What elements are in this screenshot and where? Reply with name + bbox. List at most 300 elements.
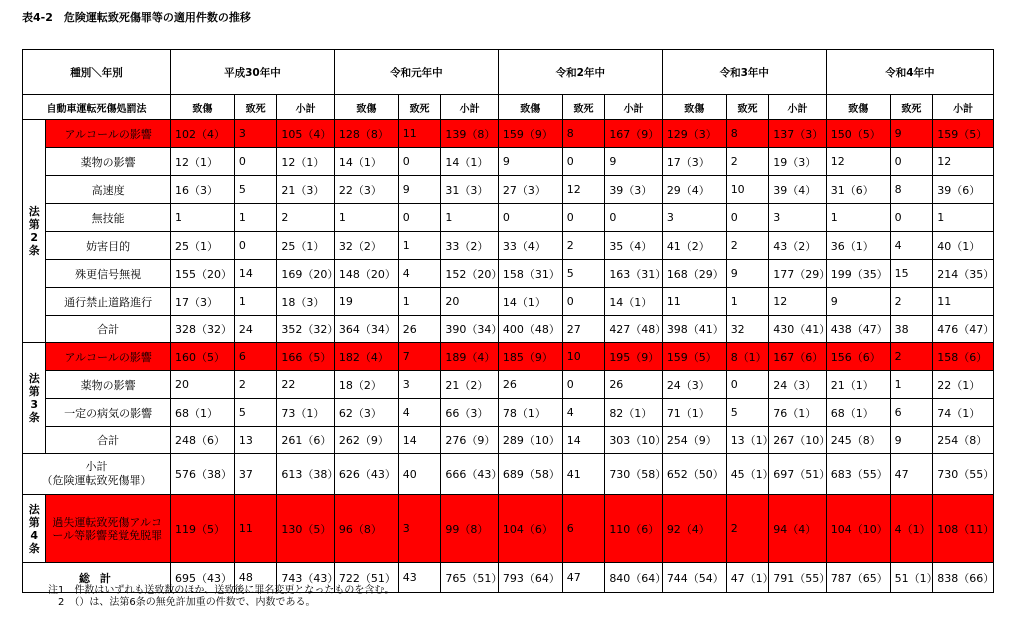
data-cell: 11: [662, 288, 726, 316]
data-cell: 4: [890, 232, 933, 260]
data-cell: 6: [234, 343, 277, 371]
data-cell: 12: [826, 148, 890, 176]
statistics-table: [22, 49, 994, 593]
data-cell: 9: [498, 148, 562, 176]
data-cell: 6: [562, 495, 605, 563]
data-cell: 364（34）: [334, 316, 398, 343]
data-cell: 11: [234, 495, 277, 563]
data-cell: 1: [726, 288, 769, 316]
data-cell: 267（10）: [769, 427, 827, 454]
data-cell: 666（43）: [441, 454, 499, 495]
data-cell: 576（38）: [170, 454, 234, 495]
data-cell: 430（41）: [769, 316, 827, 343]
data-cell: 5: [234, 176, 277, 204]
data-cell: 262（9）: [334, 427, 398, 454]
data-cell: 47: [890, 454, 933, 495]
data-cell: 9: [826, 288, 890, 316]
data-cell: 2: [726, 232, 769, 260]
data-cell: 1: [398, 232, 441, 260]
data-cell: 0: [726, 371, 769, 399]
year-header: 平成30年中: [170, 50, 334, 95]
data-cell: 0: [234, 148, 277, 176]
article-label-char: 法: [28, 372, 40, 385]
data-cell: 128（8）: [334, 120, 398, 148]
article-label-char: 3: [30, 398, 39, 411]
table-row: [23, 288, 994, 316]
header-row-subcols: [23, 95, 994, 120]
subcol-header: 致傷: [662, 95, 726, 120]
subcol-header: 致死: [890, 95, 933, 120]
data-cell: 108（11）: [933, 495, 994, 563]
data-cell: 102（4）: [170, 120, 234, 148]
data-cell: 276（9）: [441, 427, 499, 454]
article-label-char: 第: [28, 218, 40, 231]
data-cell: 8（1）: [726, 343, 769, 371]
data-cell: 0: [726, 204, 769, 232]
data-cell: 18（2）: [334, 371, 398, 399]
data-cell: 9: [726, 260, 769, 288]
data-cell: 27: [562, 316, 605, 343]
data-cell: 14（1）: [334, 148, 398, 176]
table-row: [23, 204, 994, 232]
corner-header: 種別＼年別: [23, 50, 171, 95]
data-cell: 4: [398, 260, 441, 288]
data-cell: 92（4）: [662, 495, 726, 563]
data-cell: 24（3）: [769, 371, 827, 399]
data-cell: 96（8）: [334, 495, 398, 563]
data-cell: 48: [234, 563, 277, 593]
row-label: 合計: [46, 427, 171, 454]
header-row-years: [23, 50, 994, 95]
row-label: 通行禁止道路進行: [46, 288, 171, 316]
article-label: [23, 343, 46, 454]
row-label: 薬物の影響: [46, 148, 171, 176]
year-header: 令和4年中: [826, 50, 993, 95]
data-cell: 47: [562, 563, 605, 593]
data-cell: 1: [234, 288, 277, 316]
data-cell: 104（6）: [498, 495, 562, 563]
data-cell: 33（4）: [498, 232, 562, 260]
grand-total-label: 総 計: [23, 563, 171, 593]
data-cell: 82（1）: [605, 399, 663, 427]
data-cell: 0: [562, 288, 605, 316]
data-cell: 31（6）: [826, 176, 890, 204]
year-header: 令和元年中: [334, 50, 498, 95]
data-cell: 119（5）: [170, 495, 234, 563]
data-cell: 2: [234, 371, 277, 399]
row-label: 無技能: [46, 204, 171, 232]
data-cell: 3: [769, 204, 827, 232]
row-label: アルコールの影響: [46, 343, 171, 371]
data-cell: 26: [498, 371, 562, 399]
footnote: 2 （）は、法第6条の無免許加重の件数で、内数である。: [48, 597, 316, 608]
data-cell: 730（58）: [605, 454, 663, 495]
subcol-header: 小計: [933, 95, 994, 120]
data-cell: 160（5）: [170, 343, 234, 371]
data-cell: 156（6）: [826, 343, 890, 371]
data-cell: 36（1）: [826, 232, 890, 260]
data-cell: 5: [234, 399, 277, 427]
data-cell: 31（3）: [441, 176, 499, 204]
data-cell: 9: [398, 176, 441, 204]
data-cell: 169（20）: [277, 260, 335, 288]
data-cell: 38: [890, 316, 933, 343]
data-cell: 303（10）: [605, 427, 663, 454]
data-cell: 4: [562, 399, 605, 427]
data-cell: 74（1）: [933, 399, 994, 427]
data-cell: 32（2）: [334, 232, 398, 260]
data-cell: 27（3）: [498, 176, 562, 204]
subtotal-label: [23, 454, 171, 495]
row-label: 殊更信号無視: [46, 260, 171, 288]
article-label: [23, 120, 46, 343]
row-label: アルコールの影響: [46, 120, 171, 148]
data-cell: 400（48）: [498, 316, 562, 343]
data-cell: 137（3）: [769, 120, 827, 148]
data-cell: 5: [726, 399, 769, 427]
subcol-header: 小計: [769, 95, 827, 120]
data-cell: 697（51）: [769, 454, 827, 495]
data-cell: 130（5）: [277, 495, 335, 563]
article-label-char: 法: [28, 205, 40, 218]
data-cell: 0: [562, 371, 605, 399]
data-cell: 0: [562, 148, 605, 176]
data-cell: 78（1）: [498, 399, 562, 427]
row-label: 合計: [46, 316, 171, 343]
data-cell: 1: [826, 204, 890, 232]
data-cell: 3: [398, 495, 441, 563]
data-cell: 168（29）: [662, 260, 726, 288]
data-cell: 476（47）: [933, 316, 994, 343]
data-cell: 51（1）: [890, 563, 933, 593]
data-cell: 390（34）: [441, 316, 499, 343]
data-cell: 2: [890, 343, 933, 371]
table-row: [23, 343, 994, 371]
data-cell: 152（20）: [441, 260, 499, 288]
data-cell: 427（48）: [605, 316, 663, 343]
table-row: [23, 371, 994, 399]
data-cell: 24: [234, 316, 277, 343]
data-cell: 744（54）: [662, 563, 726, 593]
data-cell: 743（43）: [277, 563, 335, 593]
data-cell: 39（6）: [933, 176, 994, 204]
data-cell: 613（38）: [277, 454, 335, 495]
data-cell: 22（1）: [933, 371, 994, 399]
data-cell: 17（3）: [170, 288, 234, 316]
data-cell: 683（55）: [826, 454, 890, 495]
data-cell: 0: [605, 204, 663, 232]
data-cell: 41: [562, 454, 605, 495]
data-cell: 0: [498, 204, 562, 232]
article-label-char: 法: [28, 502, 40, 516]
row-label: 薬物の影響: [46, 371, 171, 399]
article-label: [23, 495, 46, 563]
data-cell: 45（1）: [726, 454, 769, 495]
data-cell: 199（35）: [826, 260, 890, 288]
data-cell: 1: [933, 204, 994, 232]
data-cell: 40（1）: [933, 232, 994, 260]
data-cell: 5: [562, 260, 605, 288]
data-cell: 0: [890, 148, 933, 176]
data-cell: 3: [662, 204, 726, 232]
subcol-header: 小計: [277, 95, 335, 120]
data-cell: 12: [769, 288, 827, 316]
data-cell: 129（3）: [662, 120, 726, 148]
data-cell: 791（55）: [769, 563, 827, 593]
data-cell: 730（55）: [933, 454, 994, 495]
data-cell: 155（20）: [170, 260, 234, 288]
subcol-header: 小計: [605, 95, 663, 120]
data-cell: 195（9）: [605, 343, 663, 371]
data-cell: 47（1）: [726, 563, 769, 593]
data-cell: 21（1）: [826, 371, 890, 399]
table-title: 表4-2 危険運転致死傷罪等の適用件数の推移: [22, 11, 251, 24]
year-header: 令和3年中: [662, 50, 826, 95]
subcol-header: 致傷: [334, 95, 398, 120]
data-cell: 14: [234, 260, 277, 288]
data-cell: 248（6）: [170, 427, 234, 454]
data-cell: 20: [441, 288, 499, 316]
data-cell: 9: [605, 148, 663, 176]
data-cell: 105（4）: [277, 120, 335, 148]
data-cell: 352（32）: [277, 316, 335, 343]
data-cell: 1: [234, 204, 277, 232]
data-cell: 25（1）: [170, 232, 234, 260]
footnote: 注1 件数はいずれも送致数のほか、送致後に罪名変更となったものを含む。: [48, 585, 395, 596]
data-cell: 18（3）: [277, 288, 335, 316]
data-cell: 398（41）: [662, 316, 726, 343]
data-cell: 2: [277, 204, 335, 232]
data-cell: 166（5）: [277, 343, 335, 371]
data-cell: 3: [398, 371, 441, 399]
data-cell: 21（2）: [441, 371, 499, 399]
table-row: [23, 427, 994, 454]
data-cell: 14: [398, 427, 441, 454]
data-cell: 73（1）: [277, 399, 335, 427]
data-cell: 840（64）: [605, 563, 663, 593]
subcol-header: 致死: [398, 95, 441, 120]
data-cell: 7: [398, 343, 441, 371]
data-cell: 15: [890, 260, 933, 288]
data-cell: 22: [277, 371, 335, 399]
data-cell: 41（2）: [662, 232, 726, 260]
data-cell: 43（2）: [769, 232, 827, 260]
table-row: [23, 260, 994, 288]
data-cell: 182（4）: [334, 343, 398, 371]
data-cell: 66（3）: [441, 399, 499, 427]
data-cell: 2: [726, 495, 769, 563]
subcol-header: 致傷: [498, 95, 562, 120]
data-cell: 14（1）: [441, 148, 499, 176]
data-cell: 110（6）: [605, 495, 663, 563]
data-cell: 19（3）: [769, 148, 827, 176]
data-cell: 13: [234, 427, 277, 454]
data-cell: 104（10）: [826, 495, 890, 563]
data-cell: 159（5）: [662, 343, 726, 371]
data-cell: 0: [890, 204, 933, 232]
data-cell: 167（9）: [605, 120, 663, 148]
row-label: 一定の病気の影響: [46, 399, 171, 427]
article-label-char: 第: [28, 515, 40, 529]
data-cell: 4（1）: [890, 495, 933, 563]
data-cell: 159（9）: [498, 120, 562, 148]
table-row: [23, 148, 994, 176]
data-cell: 2: [890, 288, 933, 316]
data-cell: 0: [398, 204, 441, 232]
data-cell: 39（3）: [605, 176, 663, 204]
data-cell: 39（4）: [769, 176, 827, 204]
data-cell: 185（9）: [498, 343, 562, 371]
subtotal-label-line: （危険運転致死傷罪）: [41, 474, 152, 487]
table-row: [23, 176, 994, 204]
subcol-header: 致死: [234, 95, 277, 120]
data-cell: 12: [933, 148, 994, 176]
data-cell: 43: [398, 563, 441, 593]
data-cell: 787（65）: [826, 563, 890, 593]
subcol-header: 致死: [726, 95, 769, 120]
footnotes: [48, 585, 394, 609]
data-cell: 2: [562, 232, 605, 260]
data-cell: 652（50）: [662, 454, 726, 495]
article-label-char: 2: [30, 231, 39, 244]
subcol-header: 小計: [441, 95, 499, 120]
data-cell: 26: [398, 316, 441, 343]
data-cell: 689（58）: [498, 454, 562, 495]
data-cell: 3: [234, 120, 277, 148]
data-cell: 626（43）: [334, 454, 398, 495]
subtotal-label-line: 小計: [85, 460, 108, 473]
data-cell: 158（31）: [498, 260, 562, 288]
article-label-char: 第: [28, 385, 40, 398]
data-cell: 26: [605, 371, 663, 399]
data-cell: 1: [398, 288, 441, 316]
data-cell: 71（1）: [662, 399, 726, 427]
row-label: 高速度: [46, 176, 171, 204]
data-cell: 793（64）: [498, 563, 562, 593]
data-cell: 139（8）: [441, 120, 499, 148]
data-cell: 438（47）: [826, 316, 890, 343]
data-cell: 11: [933, 288, 994, 316]
data-cell: 32: [726, 316, 769, 343]
data-cell: 4: [398, 399, 441, 427]
data-cell: 261（6）: [277, 427, 335, 454]
data-cell: 0: [398, 148, 441, 176]
data-cell: 189（4）: [441, 343, 499, 371]
data-cell: 722（51）: [334, 563, 398, 593]
subcol-header: 致死: [562, 95, 605, 120]
data-cell: 167（6）: [769, 343, 827, 371]
data-cell: 10: [562, 343, 605, 371]
data-cell: 0: [234, 232, 277, 260]
data-cell: 33（2）: [441, 232, 499, 260]
table-row: [23, 399, 994, 427]
data-cell: 35（4）: [605, 232, 663, 260]
data-cell: 6: [890, 399, 933, 427]
data-cell: 148（20）: [334, 260, 398, 288]
data-cell: 159（5）: [933, 120, 994, 148]
data-cell: 1: [170, 204, 234, 232]
data-cell: 150（5）: [826, 120, 890, 148]
data-cell: 16（3）: [170, 176, 234, 204]
article-label-char: 4: [30, 528, 39, 542]
data-cell: 14（1）: [605, 288, 663, 316]
data-cell: 0: [562, 204, 605, 232]
table-row: [23, 316, 994, 343]
article-label-char: 条: [28, 411, 40, 424]
data-cell: 158（6）: [933, 343, 994, 371]
data-cell: 14（1）: [498, 288, 562, 316]
data-cell: 37: [234, 454, 277, 495]
table-row: [23, 232, 994, 260]
data-cell: 1: [441, 204, 499, 232]
article4-row: [23, 495, 994, 563]
data-cell: 21（3）: [277, 176, 335, 204]
data-cell: 9: [890, 120, 933, 148]
data-cell: 24（3）: [662, 371, 726, 399]
subcol-header: 致傷: [170, 95, 234, 120]
data-cell: 68（1）: [170, 399, 234, 427]
data-cell: 177（29）: [769, 260, 827, 288]
row-label: 過失運転致死傷アルコール等影響発覚免脱罪: [46, 495, 171, 563]
subtotal-row: [23, 454, 994, 495]
data-cell: 76（1）: [769, 399, 827, 427]
article-label-char: 条: [28, 541, 40, 555]
data-cell: 12（1）: [170, 148, 234, 176]
data-cell: 289（10）: [498, 427, 562, 454]
data-cell: 2: [726, 148, 769, 176]
data-cell: 8: [726, 120, 769, 148]
data-cell: 214（35）: [933, 260, 994, 288]
data-cell: 40: [398, 454, 441, 495]
table-row: [23, 120, 994, 148]
data-cell: 1: [334, 204, 398, 232]
article-label-char: 条: [28, 244, 40, 257]
data-cell: 328（32）: [170, 316, 234, 343]
year-header: 令和2年中: [498, 50, 662, 95]
data-cell: 20: [170, 371, 234, 399]
data-cell: 29（4）: [662, 176, 726, 204]
data-cell: 12（1）: [277, 148, 335, 176]
data-cell: 9: [890, 427, 933, 454]
data-cell: 245（8）: [826, 427, 890, 454]
data-cell: 8: [890, 176, 933, 204]
data-cell: 62（3）: [334, 399, 398, 427]
data-cell: 765（51）: [441, 563, 499, 593]
data-cell: 99（8）: [441, 495, 499, 563]
data-cell: 22（3）: [334, 176, 398, 204]
data-cell: 14: [562, 427, 605, 454]
data-cell: 1: [890, 371, 933, 399]
law-name-header: 自動車運転死傷処罰法: [23, 95, 171, 120]
data-cell: 13（1）: [726, 427, 769, 454]
row-label: 妨害目的: [46, 232, 171, 260]
data-cell: 254（8）: [933, 427, 994, 454]
data-cell: 163（31）: [605, 260, 663, 288]
data-cell: 254（9）: [662, 427, 726, 454]
data-cell: 8: [562, 120, 605, 148]
data-cell: 838（66）: [933, 563, 994, 593]
data-cell: 25（1）: [277, 232, 335, 260]
data-cell: 11: [398, 120, 441, 148]
data-cell: 695（43）: [170, 563, 234, 593]
data-cell: 12: [562, 176, 605, 204]
subcol-header: 致傷: [826, 95, 890, 120]
data-cell: 68（1）: [826, 399, 890, 427]
data-cell: 94（4）: [769, 495, 827, 563]
data-cell: 17（3）: [662, 148, 726, 176]
data-cell: 19: [334, 288, 398, 316]
data-cell: 10: [726, 176, 769, 204]
